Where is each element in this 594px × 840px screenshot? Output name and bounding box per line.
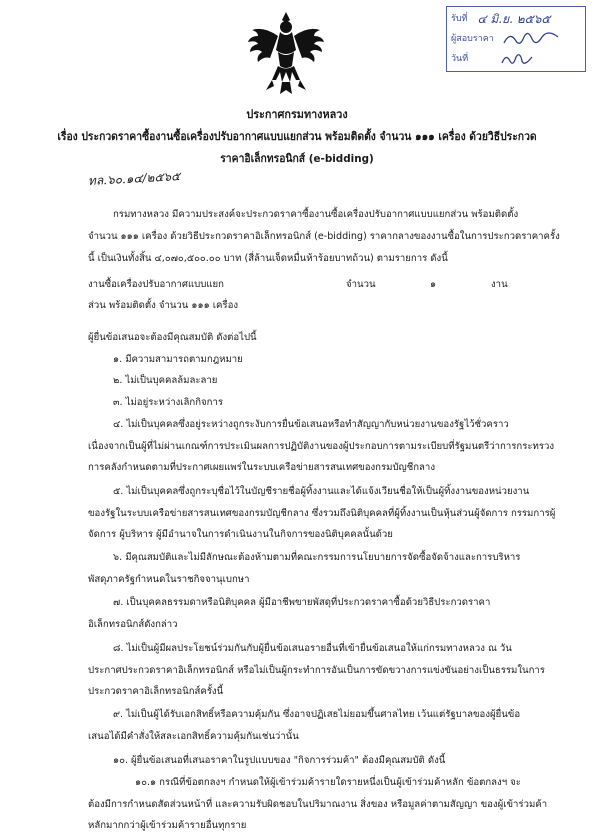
sub-item: ๑๐.๑ กรณีที่ข้อตกลงฯ กำหนดให้ผู้เข้าร่วมค้ารายใดรายหนึ่งเป็นผู้เข้าร่วมค้าหลัก ข้อตกลงฯ จะ [135,777,521,788]
paragraph-line: อิเล็กทรอนิกส์ดังกล่าว [88,619,178,630]
garuda-emblem-icon [246,10,326,96]
stamp-label: รับที่ [451,13,468,24]
qualification-item: ๓. ไม่อยู่ระหว่างเลิกกิจการ [113,397,224,408]
stamp-row-date [451,49,538,69]
item-qty: ๑ [430,279,437,290]
stamp-date-handwritten: ๔ มิ.ย. ๒๕๖๕ [477,12,551,26]
item-name: งานซื้อเครื่องปรับอากาศแบบแยก [88,279,224,290]
receiving-stamp [446,6,586,72]
qualification-item: ๕. ไม่เป็นบุคคลซึ่งถูกระบุชื่อไว้ในบัญชีรายชื่อผู้ทิ้งงานและได้แจ้งเวียนชื่อให้เป็นผู้ทิ้งงานของหน่วยงาน [113,486,530,497]
subject-line-1: เรื่อง ประกวดราคาซื้องานซื้อเครื่องปรับอากาศแบบแยกส่วน พร้อมติดตั้ง จำนวน ๑๑๑ เครื่อง ด้วยวิธีประกวด [57,130,537,143]
paragraph-line: ของรัฐในระบบเครือข่ายสารสนเทศของกรมบัญชีกลาง ซึ่งรวมถึงนิติบุคคลที่ผู้ทิ้งงานเป็นหุ้นส่วนผู้จัดการ กรรมการผู้ [88,508,556,519]
intro-line: นี้ เป็นเงินทั้งสิ้น ๔,๐๗๐,๕๐๐.๐๐ บาท (สี่ล้านเจ็ดหมื่นห้าร้อยบาทถ้วน) ตามรายการ ดังนี้ [88,253,448,264]
initials-icon [498,51,538,67]
intro-line: กรมทางหลวง มีความประสงค์จะประกวดราคาซื้องานซื้อเครื่องปรับอากาศแบบแยกส่วน พร้อมติดตั้ง [113,209,519,220]
paragraph-line: การคลังกำหนดตามที่ประกาศเผยแพร่ในระบบเครือข่ายสารสนเทศของกรมบัญชีกลาง [88,462,436,473]
paragraph-line: ประกาศประกวดราคาอิเล็กทรอนิกส์ หรือไม่เป็นผู้กระทำการอันเป็นการขัดขวางการแข่งขันอย่างเป็นธรรมในการ [88,665,545,676]
qualification-item: ๙. ไม่เป็นผู้ได้รับเอกสิทธิ์หรือความคุ้มกัน ซึ่งอาจปฏิเสธไม่ยอมขึ้นศาลไทย เว้นแต่รัฐบาลของผู้ยื่นข้อ [113,709,521,720]
item-name-cont: ส่วน พร้อมติดตั้ง จำนวน ๑๑๑ เครื่อง [88,300,239,311]
paragraph-line: เนื่องจากเป็นผู้ที่ไม่ผ่านเกณฑ์การประเมินผลการปฏิบัติงานของผู้ประกอบการตามระเบียบที่รัฐมนตรีว่าการกระทรวง [88,441,555,452]
paragraph-line: หลักมากกว่าผู้เข้าร่วมค้ารายอื่นทุกราย [88,820,247,831]
qualification-intro: ผู้ยื่นข้อเสนอจะต้องมีคุณสมบัติ ดังต่อไปนี้ [88,332,257,343]
qualification-item: ๑. มีความสามารถตามกฎหมาย [113,354,243,365]
paragraph-line: ประกวดราคาอิเล็กทรอนิกส์ครั้งนี้ [88,686,224,697]
document-title: ประกาศกรมทางหลวง [246,107,348,121]
subject-line-2: ราคาอิเล็กทรอนิกส์ (e-bidding) [220,152,374,165]
reference-number-handwritten: ทล.๖๐.๑๔/๒๕๖๕ [87,169,181,188]
qualification-item: ๒. ไม่เป็นบุคคลล้มละลาย [113,375,218,386]
stamp-label: วันที่ [451,53,469,64]
qualification-item: ๔. ไม่เป็นบุคคลซึ่งอยู่ระหว่างถูกระงับการยื่นข้อเสนอหรือทำสัญญากับหน่วยงานของรัฐไว้ชั่วคราว [113,419,509,430]
signature-icon [502,31,562,47]
qualification-item: ๑๐. ผู้ยื่นข้อเสนอที่เสนอราคาในรูปแบบของ "กิจการร่วมค้า" ต้องมีคุณสมบัติ ดังนี้ [113,755,446,766]
qualification-item: ๖. มีคุณสมบัติและไม่มีลักษณะต้องห้ามตามที่คณะกรรมการนโยบายการจัดซื้อจัดจ้างและการบริหาร [113,552,521,563]
paragraph-line: เสนอได้มีคำสั่งให้สละเอกสิทธิ์ความคุ้มกันเช่นว่านั้น [88,731,299,742]
intro-line: จำนวน ๑๑๑ เครื่อง ด้วยวิธีประกวดราคาอิเล็กทรอนิกส์ (e-bidding) ราคากลางของงานซื้อในการประกวดราคาครั้ง [88,231,560,242]
stamp-label: ผู้สอบราคา [451,33,494,44]
stamp-row-officer [451,29,562,49]
stamp-row-received [451,9,550,29]
item-unit: งาน [491,279,508,290]
paragraph-line: จัดการ ผู้บริหาร ผู้มีอำนาจในการดำเนินงานในกิจการของนิติบุคคลนั้นด้วย [88,529,393,540]
paragraph-line: ต้องมีการกำหนดสัดส่วนหน้าที่ และความรับผิดชอบในปริมาณงาน สิ่งของ หรือมูลค่าตามสัญญา ของผู้เข้าร่วมค้า [88,799,548,810]
paragraph-line: พัสดุภาครัฐกำหนดในราชกิจจานุเบกษา [88,574,250,585]
item-qty-label: จำนวน [346,279,376,290]
qualification-item: ๘. ไม่เป็นผู้มีผลประโยชน์ร่วมกันกับผู้ยื่นข้อเสนอรายอื่นที่เข้ายื่นข้อเสนอให้แก่กรมทางหลวง ณ วัน [113,643,512,654]
qualification-item: ๗. เป็นบุคคลธรรมดาหรือนิติบุคคล ผู้มีอาชีพขายพัสดุที่ประกวดราคาซื้อด้วยวิธีประกวดราคา [113,597,491,608]
